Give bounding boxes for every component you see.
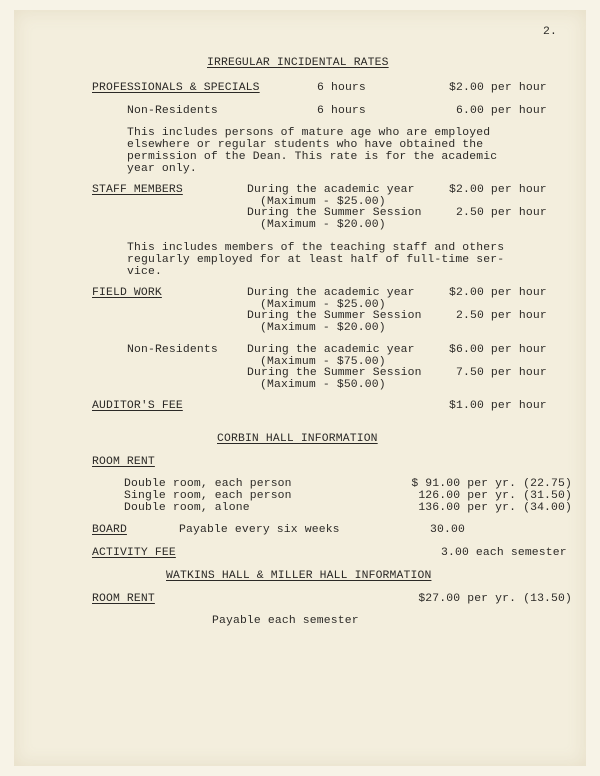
staff-academic-year: During the academic year [247, 184, 415, 196]
field-nr-academic-max: (Maximum - $75.00) [260, 356, 386, 368]
field-work-label: FIELD WORK [92, 287, 162, 299]
corbin-room-desc: Double room, each person [124, 478, 292, 490]
section-heading-irregular-rates: IRREGULAR INCIDENTAL RATES [207, 57, 389, 69]
staff-academic-max: (Maximum - $25.00) [260, 196, 386, 208]
watkins-payment-note: Payable each semester [212, 615, 359, 627]
auditors-fee-rate: $1.00 per hour [449, 400, 547, 412]
staff-note-line: vice. [127, 266, 162, 278]
staff-summer-rate: 2.50 per hour [456, 207, 547, 219]
activity-fee-label: ACTIVITY FEE [92, 547, 176, 559]
field-academic-year: During the academic year [247, 287, 415, 299]
board-amount: 30.00 [430, 524, 465, 536]
section-heading-watkins-miller: WATKINS HALL & MILLER HALL INFORMATION [166, 570, 432, 582]
staff-summer-session: During the Summer Session [247, 207, 422, 219]
corbin-room-price: 136.00 per yr. (34.00) [418, 502, 572, 514]
watkins-room-rent-price: $27.00 per yr. (13.50) [418, 593, 572, 605]
staff-members-label: STAFF MEMBERS [92, 184, 183, 196]
professionals-note-line: This includes persons of mature age who are employed [127, 127, 491, 139]
professionals-hours: 6 hours [317, 82, 366, 94]
field-summer-rate: 2.50 per hour [456, 310, 547, 322]
non-residents-label: Non-Residents [127, 105, 218, 117]
field-academic-rate: $2.00 per hour [449, 287, 547, 299]
board-desc: Payable every six weeks [179, 524, 340, 536]
section-heading-corbin-hall: CORBIN HALL INFORMATION [217, 433, 378, 445]
professionals-note-line: elsewhere or regular students who have obtained the [127, 139, 484, 151]
corbin-room-rent-label: ROOM RENT [92, 456, 155, 468]
field-summer-max: (Maximum - $20.00) [260, 322, 386, 334]
staff-academic-rate: $2.00 per hour [449, 184, 547, 196]
professionals-note-line: permission of the Dean. This rate is for the academic [127, 151, 498, 163]
staff-note-line: regularly employed for at least half of full-time ser- [127, 254, 505, 266]
field-nr-academic-rate: $6.00 per hour [449, 344, 547, 356]
corbin-room-price: 126.00 per yr. (31.50) [418, 490, 572, 502]
corbin-room-price: $ 91.00 per yr. (22.75) [411, 478, 572, 490]
professionals-note-line: year only. [127, 163, 197, 175]
field-nr-summer-max: (Maximum - $50.00) [260, 379, 386, 391]
activity-fee-amount: 3.00 each semester [441, 547, 567, 559]
watkins-room-rent-label: ROOM RENT [92, 593, 155, 605]
corbin-room-desc: Double room, alone [124, 502, 250, 514]
field-nr-summer-rate: 7.50 per hour [456, 367, 547, 379]
professionals-label: PROFESSIONALS & SPECIALS [92, 82, 260, 94]
page-number: 2. [543, 26, 557, 38]
corbin-room-desc: Single room, each person [124, 490, 292, 502]
staff-summer-max: (Maximum - $20.00) [260, 219, 386, 231]
non-residents-rate: 6.00 per hour [456, 105, 547, 117]
staff-note-line: This includes members of the teaching staff and others [127, 242, 505, 254]
board-label: BOARD [92, 524, 127, 536]
field-nr-summer-session: During the Summer Session [247, 367, 422, 379]
field-summer-session: During the Summer Session [247, 310, 422, 322]
non-residents-hours: 6 hours [317, 105, 366, 117]
auditors-fee-label: AUDITOR'S FEE [92, 400, 183, 412]
field-non-residents-label: Non-Residents [127, 344, 218, 356]
professionals-rate: $2.00 per hour [449, 82, 547, 94]
typed-document-sheet [14, 10, 586, 766]
field-nr-academic-year: During the academic year [247, 344, 415, 356]
field-academic-max: (Maximum - $25.00) [260, 299, 386, 311]
